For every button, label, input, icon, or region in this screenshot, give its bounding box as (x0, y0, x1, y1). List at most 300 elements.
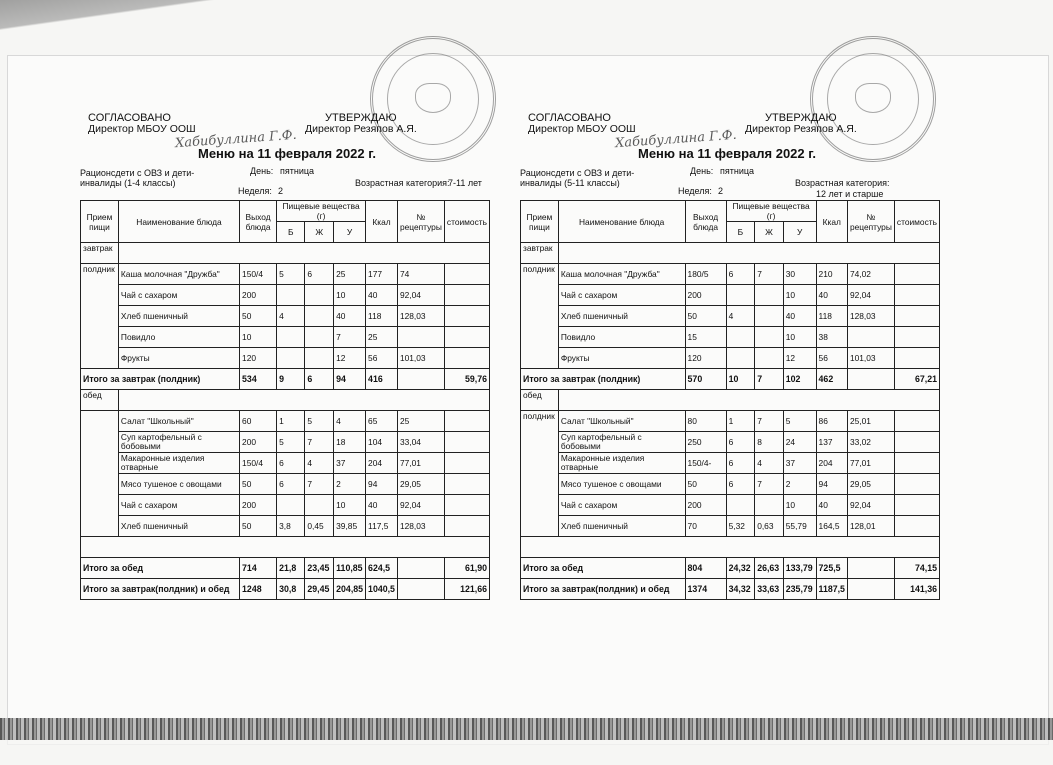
dish-yield: 150/4 (240, 264, 277, 285)
dish-carbs: 10 (334, 285, 366, 306)
table-row (81, 453, 490, 474)
dish-cost (444, 327, 489, 348)
dish-recipe: 77,01 (847, 453, 894, 474)
dish-name: Фрукты (558, 348, 685, 369)
dish-recipe: 128,01 (847, 516, 894, 537)
total-fat: 6 (305, 369, 334, 390)
table-row (81, 285, 490, 306)
dish-yield: 60 (240, 411, 277, 432)
dish-cost (444, 264, 489, 285)
total-protein: 34,32 (726, 579, 755, 600)
dish-protein (726, 285, 755, 306)
dish-kcal: 118 (366, 306, 398, 327)
table-row (521, 432, 940, 453)
dish-protein: 6 (277, 453, 305, 474)
dish-recipe: 128,03 (397, 516, 444, 537)
total-protein: 21,8 (277, 558, 305, 579)
meal-label-breakfast: завтрак (521, 243, 559, 264)
dish-recipe: 74 (397, 264, 444, 285)
dish-recipe: 29,05 (847, 474, 894, 495)
table-row (521, 306, 940, 327)
total-label: Итого за обед (81, 558, 240, 579)
school-director-label: Директор МБОУ ООШ (88, 123, 196, 135)
dish-recipe: 101,03 (847, 348, 894, 369)
dish-fat (755, 327, 784, 348)
dish-kcal: 38 (816, 327, 847, 348)
table-row (81, 264, 490, 285)
dish-carbs: 10 (334, 495, 366, 516)
dish-cost (444, 516, 489, 537)
dish-yield: 15 (685, 327, 726, 348)
dish-protein: 4 (726, 306, 755, 327)
page-title: Меню на 11 февраля 2022 г. (638, 146, 816, 161)
total-kcal: 416 (366, 369, 398, 390)
dish-name: Салат "Школьный" (118, 411, 239, 432)
dish-recipe: 92,04 (397, 285, 444, 306)
dish-cost (894, 327, 939, 348)
total-yield: 714 (240, 558, 277, 579)
week-label: Неделя: (678, 186, 712, 196)
menu-table (520, 200, 940, 600)
dish-carbs: 12 (783, 348, 816, 369)
dish-fat: 4 (755, 453, 784, 474)
column-header-kcal: Ккал (366, 201, 398, 243)
dish-carbs: 24 (783, 432, 816, 453)
dish-kcal: 56 (366, 348, 398, 369)
dish-recipe (397, 327, 444, 348)
dish-yield: 50 (240, 306, 277, 327)
total-recipe (847, 579, 894, 600)
dish-recipe: 25 (397, 411, 444, 432)
total-kcal: 725,5 (816, 558, 847, 579)
age-category-value: 12 лет и старше (816, 189, 884, 199)
dish-protein: 5 (277, 264, 305, 285)
dish-fat (305, 327, 334, 348)
dish-protein (277, 285, 305, 306)
dish-carbs: 40 (783, 306, 816, 327)
page-title: Меню на 11 февраля 2022 г. (198, 146, 376, 161)
total-carbs: 204,85 (334, 579, 366, 600)
column-header-u: У (783, 222, 816, 243)
dish-cost (444, 306, 489, 327)
dish-cost (894, 348, 939, 369)
meal-sub-label: полдник (81, 264, 119, 369)
dish-carbs: 37 (783, 453, 816, 474)
table-row (81, 474, 490, 495)
column-header-yield: Выход блюда (240, 201, 277, 243)
dish-kcal: 25 (366, 327, 398, 348)
total-carbs: 235,79 (783, 579, 816, 600)
dish-yield: 200 (240, 432, 277, 453)
day-value: пятница (720, 166, 755, 176)
table-row (81, 306, 490, 327)
dish-name: Хлеб пшеничный (558, 306, 685, 327)
total-fat: 7 (755, 369, 784, 390)
meal-label-row (81, 243, 490, 264)
day-label: День: (250, 166, 274, 176)
menu-page-left (80, 112, 490, 632)
dish-cost (894, 285, 939, 306)
meal-label-breakfast: завтрак (81, 243, 119, 264)
dish-kcal: 137 (816, 432, 847, 453)
dish-yield: 80 (685, 411, 726, 432)
column-header-meal: Прием пищи (81, 201, 119, 243)
dish-protein: 4 (277, 306, 305, 327)
table-row (81, 495, 490, 516)
age-category-label: Возрастная категория: (355, 178, 450, 188)
table-row (521, 264, 940, 285)
dish-cost (444, 453, 489, 474)
dish-fat: 6 (305, 264, 334, 285)
dish-fat: 7 (755, 474, 784, 495)
lunch-total-row (521, 558, 940, 579)
dish-protein: 3,8 (277, 516, 305, 537)
empty-cell (521, 537, 940, 558)
dish-carbs: 30 (783, 264, 816, 285)
dish-protein: 6 (726, 474, 755, 495)
dish-yield: 150/4- (685, 453, 726, 474)
empty-cell (118, 243, 489, 264)
age-category-value: 7-11 лет (448, 178, 482, 188)
grand-total-row (521, 579, 940, 600)
dish-protein: 6 (277, 474, 305, 495)
column-header-u: У (334, 222, 366, 243)
dish-carbs: 37 (334, 453, 366, 474)
dish-yield: 10 (240, 327, 277, 348)
ration-label-line2: инвалиды (1-4 классы) (80, 178, 176, 188)
total-protein: 24,32 (726, 558, 755, 579)
dish-yield: 70 (685, 516, 726, 537)
dish-kcal: 94 (366, 474, 398, 495)
column-header-nutrients: Пищевые вещества (г) (277, 201, 366, 222)
total-protein: 10 (726, 369, 755, 390)
ration-label-line2: инвалиды (5-11 классы) (520, 178, 620, 188)
total-recipe (397, 369, 444, 390)
dish-cost (894, 306, 939, 327)
dish-cost (894, 453, 939, 474)
agreed-label: СОГЛАСОВАНО (88, 112, 171, 124)
week-label: Неделя: (238, 186, 272, 196)
total-label: Итого за завтрак(полдник) и обед (521, 579, 686, 600)
dish-name: Суп картофельный с бобовыми (558, 432, 685, 453)
approved-label: УТВЕРЖДАЮ (325, 112, 397, 124)
dish-name: Макаронные изделия отварные (118, 453, 239, 474)
column-header-recipe: № рецептуры (847, 201, 894, 243)
dish-yield: 250 (685, 432, 726, 453)
dish-protein: 6 (726, 264, 755, 285)
dish-yield: 120 (685, 348, 726, 369)
dish-carbs: 2 (334, 474, 366, 495)
dish-carbs: 18 (334, 432, 366, 453)
meal-label-lunch: обед (521, 390, 559, 411)
total-yield: 804 (685, 558, 726, 579)
dish-protein: 1 (277, 411, 305, 432)
dish-kcal: 40 (366, 495, 398, 516)
total-kcal: 462 (816, 369, 847, 390)
table-header-row (521, 201, 940, 222)
table-row (521, 516, 940, 537)
column-header-b: Б (277, 222, 305, 243)
dish-fat: 5 (305, 411, 334, 432)
dish-fat: 7 (305, 474, 334, 495)
dish-yield: 180/5 (685, 264, 726, 285)
handwritten-signature: Хабибуллина Г.Ф. (614, 127, 738, 152)
dish-carbs: 12 (334, 348, 366, 369)
dish-recipe: 74,02 (847, 264, 894, 285)
dish-name: Каша молочная "Дружба" (558, 264, 685, 285)
total-recipe (847, 369, 894, 390)
breakfast-total-row (521, 369, 940, 390)
dish-yield: 120 (240, 348, 277, 369)
grand-total-row (81, 579, 490, 600)
blank-row (81, 537, 490, 558)
total-cost: 141,36 (894, 579, 939, 600)
empty-cell (558, 390, 939, 411)
menu-page-right (520, 112, 940, 632)
table-row (521, 285, 940, 306)
dish-protein (277, 495, 305, 516)
total-yield: 534 (240, 369, 277, 390)
dish-carbs: 39,85 (334, 516, 366, 537)
meal-sub-label (81, 411, 119, 537)
dish-name: Чай с сахаром (118, 495, 239, 516)
official-seal-stamp (810, 36, 936, 162)
dish-fat (755, 495, 784, 516)
dish-carbs: 5 (783, 411, 816, 432)
column-header-meal: Прием пищи (521, 201, 559, 243)
dish-cost (444, 348, 489, 369)
dish-cost (894, 411, 939, 432)
total-label: Итого за завтрак(полдник) и обед (81, 579, 240, 600)
ration-label-line1: Рационсдети с ОВЗ и дети- (80, 168, 195, 178)
dish-fat (755, 306, 784, 327)
lunch-total-row (81, 558, 490, 579)
total-label: Итого за обед (521, 558, 686, 579)
day-label: День: (690, 166, 714, 176)
empty-cell (81, 537, 490, 558)
dish-cost (444, 432, 489, 453)
total-carbs: 110,85 (334, 558, 366, 579)
dish-protein (726, 495, 755, 516)
total-kcal: 624,5 (366, 558, 398, 579)
school-director-label: Директор МБОУ ООШ (528, 123, 636, 135)
dish-kcal: 210 (816, 264, 847, 285)
dish-name: Салат "Школьный" (558, 411, 685, 432)
table-row (521, 348, 940, 369)
blank-row (521, 537, 940, 558)
total-carbs: 94 (334, 369, 366, 390)
dish-recipe: 92,04 (847, 285, 894, 306)
table-row (81, 432, 490, 453)
dish-name: Чай с сахаром (558, 285, 685, 306)
dish-protein: 5 (277, 432, 305, 453)
total-recipe (847, 558, 894, 579)
meal-label-row (81, 390, 490, 411)
age-category-label: Возрастная категория: (795, 178, 890, 188)
dish-cost (894, 264, 939, 285)
dish-name: Повидло (118, 327, 239, 348)
official-seal-stamp (370, 36, 496, 162)
table-row (81, 348, 490, 369)
menu-table (80, 200, 490, 600)
dish-yield: 150/4 (240, 453, 277, 474)
total-recipe (397, 558, 444, 579)
dish-name: Хлеб пшеничный (118, 306, 239, 327)
dish-cost (444, 411, 489, 432)
dish-yield: 200 (685, 285, 726, 306)
table-row (81, 516, 490, 537)
dish-recipe: 92,04 (397, 495, 444, 516)
director-name: Директор Резяпов А.Я. (745, 123, 857, 135)
dish-fat (305, 348, 334, 369)
total-cost: 74,15 (894, 558, 939, 579)
dish-protein (277, 327, 305, 348)
column-header-kcal: Ккал (816, 201, 847, 243)
dish-fat (305, 306, 334, 327)
dish-protein: 5,32 (726, 516, 755, 537)
dish-kcal: 65 (366, 411, 398, 432)
table-row (521, 327, 940, 348)
meal-label-row (521, 390, 940, 411)
dish-recipe: 92,04 (847, 495, 894, 516)
total-yield: 570 (685, 369, 726, 390)
dish-name: Суп картофельный с бобовыми (118, 432, 239, 453)
dish-kcal: 94 (816, 474, 847, 495)
dish-carbs: 40 (334, 306, 366, 327)
dish-name: Чай с сахаром (558, 495, 685, 516)
total-carbs: 133,79 (783, 558, 816, 579)
dish-name: Каша молочная "Дружба" (118, 264, 239, 285)
dish-fat: 8 (755, 432, 784, 453)
scan-bottom-noise (0, 718, 1053, 765)
total-fat: 29,45 (305, 579, 334, 600)
dish-cost (444, 474, 489, 495)
dish-fat (755, 285, 784, 306)
dish-protein (726, 327, 755, 348)
dish-name: Повидло (558, 327, 685, 348)
table-row (521, 411, 940, 432)
dish-yield: 50 (240, 474, 277, 495)
dish-protein: 6 (726, 453, 755, 474)
dish-name: Хлеб пшеничный (118, 516, 239, 537)
dish-kcal: 204 (816, 453, 847, 474)
dish-recipe: 25,01 (847, 411, 894, 432)
dish-fat: 0,63 (755, 516, 784, 537)
dish-yield: 200 (240, 285, 277, 306)
column-header-cost: стоимость (444, 201, 489, 243)
dish-recipe: 128,03 (847, 306, 894, 327)
dish-protein: 1 (726, 411, 755, 432)
dish-kcal: 177 (366, 264, 398, 285)
dish-cost (894, 495, 939, 516)
column-header-dish: Наименование блюда (118, 201, 239, 243)
dish-kcal: 56 (816, 348, 847, 369)
total-yield: 1374 (685, 579, 726, 600)
total-cost: 67,21 (894, 369, 939, 390)
total-kcal: 1040,5 (366, 579, 398, 600)
dish-name: Хлеб пшеничный (558, 516, 685, 537)
column-header-b: Б (726, 222, 755, 243)
dish-kcal: 40 (816, 495, 847, 516)
column-header-dish: Наименование блюда (558, 201, 685, 243)
dish-kcal: 204 (366, 453, 398, 474)
empty-cell (118, 390, 489, 411)
dish-kcal: 40 (816, 285, 847, 306)
dish-name: Чай с сахаром (118, 285, 239, 306)
dish-yield: 200 (685, 495, 726, 516)
total-kcal: 1187,5 (816, 579, 847, 600)
dish-protein: 6 (726, 432, 755, 453)
dish-fat: 0,45 (305, 516, 334, 537)
dish-kcal: 117,5 (366, 516, 398, 537)
dish-recipe (847, 327, 894, 348)
dish-recipe: 33,02 (847, 432, 894, 453)
dish-recipe: 33,04 (397, 432, 444, 453)
dish-fat: 7 (755, 411, 784, 432)
dish-fat: 7 (755, 264, 784, 285)
dish-yield: 50 (240, 516, 277, 537)
total-protein: 9 (277, 369, 305, 390)
dish-carbs: 55,79 (783, 516, 816, 537)
table-row (81, 327, 490, 348)
column-header-recipe: № рецептуры (397, 201, 444, 243)
column-header-zh: Ж (305, 222, 334, 243)
total-cost: 59,76 (444, 369, 489, 390)
dish-carbs: 2 (783, 474, 816, 495)
dish-cost (444, 285, 489, 306)
breakfast-total-row (81, 369, 490, 390)
table-row (81, 411, 490, 432)
dish-recipe: 101,03 (397, 348, 444, 369)
dish-name: Фрукты (118, 348, 239, 369)
dish-yield: 200 (240, 495, 277, 516)
meal-sub-label: полдник (521, 264, 559, 369)
dish-name: Мясо тушеное с овощами (558, 474, 685, 495)
total-fat: 33,63 (755, 579, 784, 600)
dish-kcal: 40 (366, 285, 398, 306)
meal-label-lunch: обед (81, 390, 119, 411)
total-cost: 121,66 (444, 579, 489, 600)
director-name: Директор Резяпов А.Я. (305, 123, 417, 135)
agreed-label: СОГЛАСОВАНО (528, 112, 611, 124)
table-header-row (81, 201, 490, 222)
table-row (521, 453, 940, 474)
empty-cell (558, 243, 939, 264)
dish-kcal: 118 (816, 306, 847, 327)
total-fat: 26,63 (755, 558, 784, 579)
dish-fat: 7 (305, 432, 334, 453)
approved-label: УТВЕРЖДАЮ (765, 112, 837, 124)
column-header-yield: Выход блюда (685, 201, 726, 243)
dish-kcal: 104 (366, 432, 398, 453)
total-label: Итого за завтрак (полдник) (81, 369, 240, 390)
dish-recipe: 29,05 (397, 474, 444, 495)
dish-yield: 50 (685, 474, 726, 495)
column-header-nutrients: Пищевые вещества (г) (726, 201, 816, 222)
ration-label-line1: Рационсдети с ОВЗ и дети- (520, 168, 635, 178)
table-row (521, 474, 940, 495)
dish-protein (277, 348, 305, 369)
total-label: Итого за завтрак (полдник) (521, 369, 686, 390)
dish-fat (755, 348, 784, 369)
handwritten-signature: Хабибуллина Г.Ф. (174, 127, 298, 152)
meal-sub-label: полдник (521, 411, 559, 537)
week-value: 2 (718, 186, 724, 196)
dish-fat: 4 (305, 453, 334, 474)
dish-cost (894, 432, 939, 453)
total-cost: 61,90 (444, 558, 489, 579)
dish-yield: 50 (685, 306, 726, 327)
